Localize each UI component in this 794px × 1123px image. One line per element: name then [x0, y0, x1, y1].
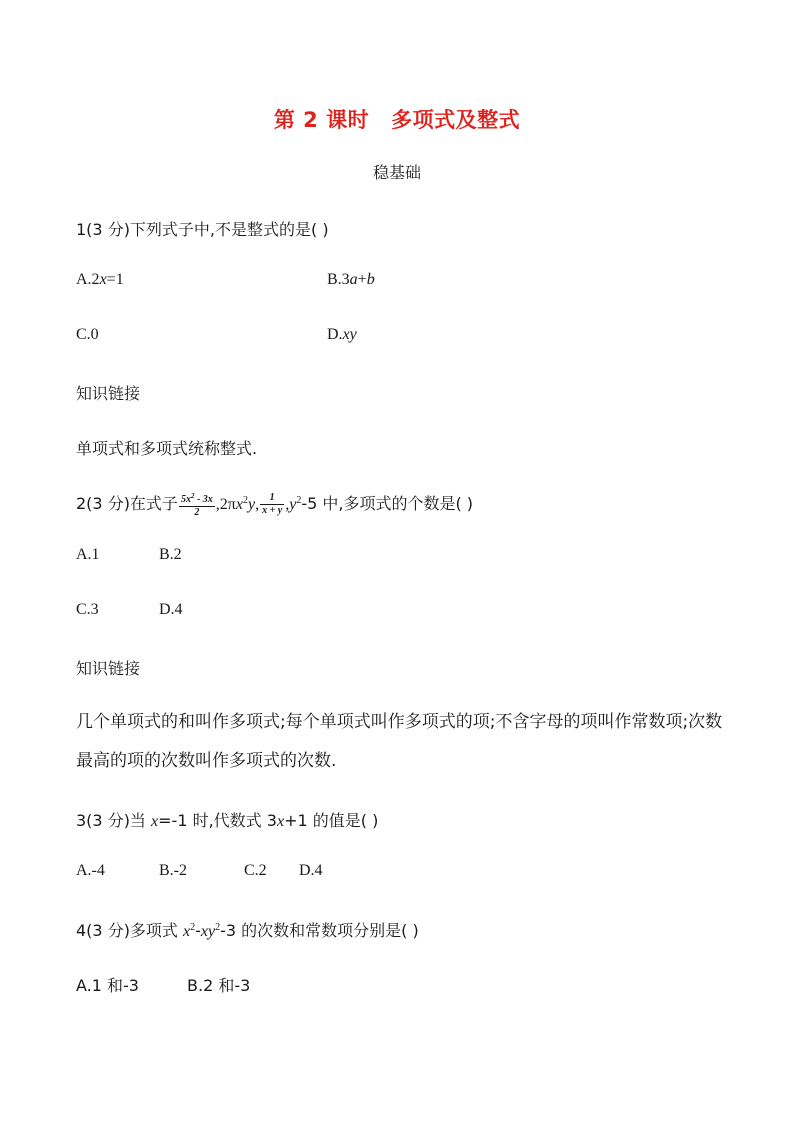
q4-option-a: A.1 和-3: [76, 976, 139, 995]
question-3-stem: 3(3 分)当 x=-1 时,代数式 3x+1 的值是( ): [76, 811, 379, 830]
q1-option-b: B.3a+b: [327, 271, 375, 288]
knowledge-link-text-2: 几个单项式的和叫作多项式;每个单项式叫作多项式的项;不含字母的项叫作常数项;次数最高的项的次数叫作多项式的次数.: [76, 712, 723, 771]
q1-option-c: C.0: [76, 326, 99, 343]
q1-option-d: D.xy: [327, 326, 357, 343]
knowledge-link-text-1: 单项式和多项式统称整式.: [76, 439, 258, 458]
fraction-2: $\frac{1}{x + y}$: [262, 492, 283, 516]
section-heading: 稳基础: [372, 163, 421, 182]
question-1-stem: 1(3 分)下列式子中,不是整式的是( ): [76, 220, 329, 239]
lesson-number: 第 2 课时: [273, 108, 370, 132]
question-2-stem: 2(3 分)在式子 $\frac{5x^2 - 3x}{2}$ $,2\pi x^2y$, $\frac{1}{x + y}$ $,y^2-5$ 中,多项式的个数是( ): [76, 492, 474, 518]
q3-option-d: D.4: [299, 862, 323, 879]
q3-option-c: C.2: [244, 862, 267, 879]
question-4-stem: 4(3 分)多项式 $x^2-xy^2-3$ 的次数和常数项分别是( ): [76, 921, 419, 940]
q2-option-a: A.1: [76, 546, 100, 563]
q2-option-c: C.3: [76, 601, 99, 618]
q3-option-a: A.-4: [76, 862, 105, 879]
lesson-title: [0, 104, 794, 134]
fraction-1: $\frac{5x^2 - 3x}{2}$: [180, 492, 213, 518]
lesson-topic: 多项式及整式: [391, 108, 521, 132]
knowledge-link-heading-2: 知识链接: [76, 659, 141, 678]
knowledge-link-heading-1: 知识链接: [76, 384, 141, 403]
q2-option-b: B.2: [159, 546, 182, 563]
q2-option-d: D.4: [159, 601, 183, 618]
q1-option-a: A.2x=1: [76, 271, 124, 288]
q3-option-b: B.-2: [159, 862, 187, 879]
q4-option-b: B.2 和-3: [187, 976, 251, 995]
